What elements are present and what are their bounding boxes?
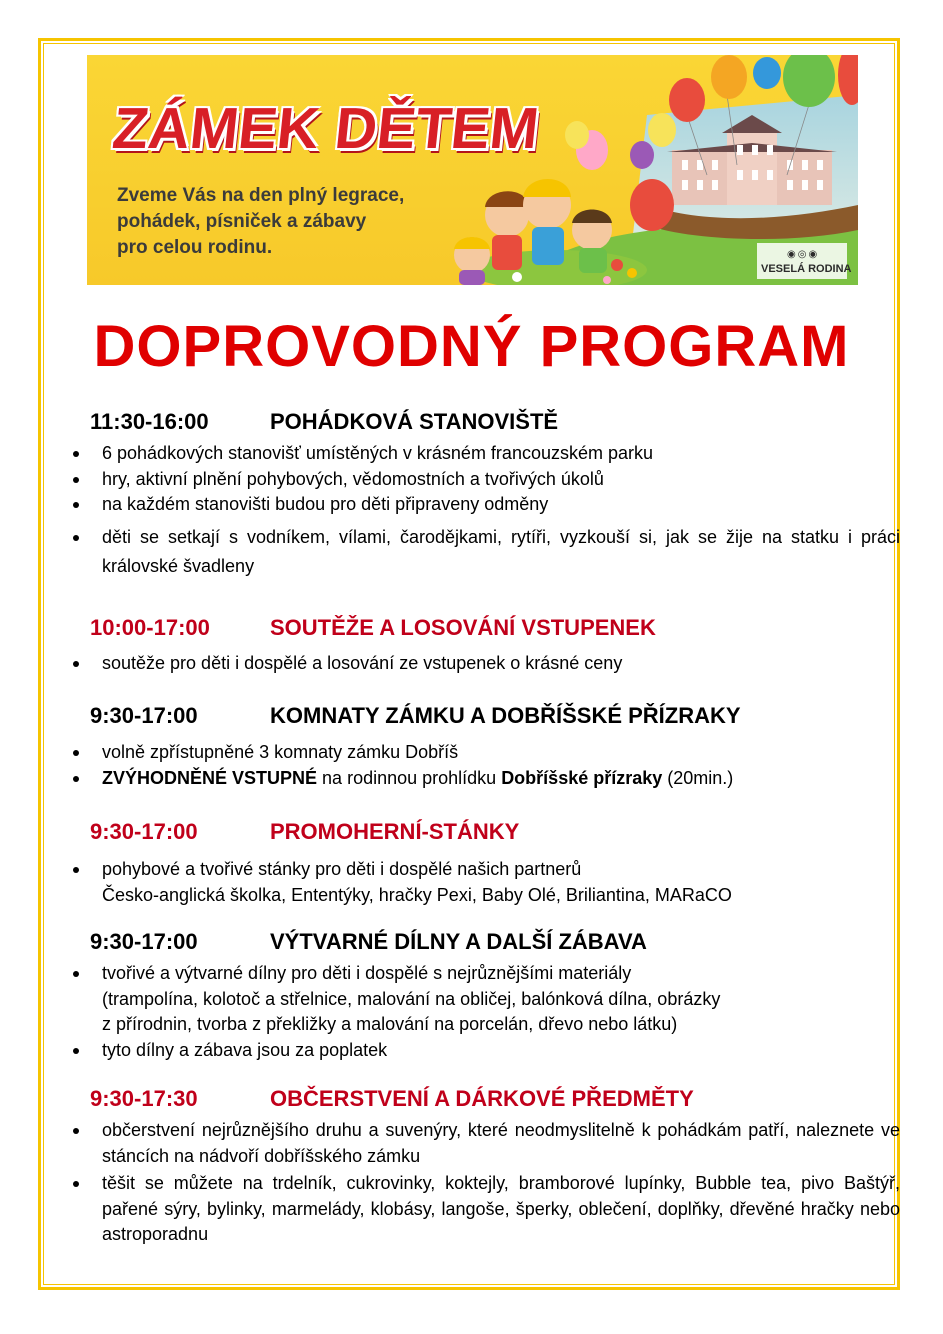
bullet-icon (73, 451, 79, 457)
bullet-list (70, 1118, 900, 1248)
section-title: OBČERSTVENÍ A DÁRKOVÉ PŘEDMĚTY (270, 1086, 694, 1111)
list-item: 6 pohádkových stanovišť umístěných v krásném francouzském parku (70, 441, 900, 467)
section-time: 9:30-17:30 (90, 1086, 198, 1111)
section-title: PROMOHERNÍ-STÁNKY (270, 819, 520, 844)
bullet-icon (73, 535, 79, 541)
banner-line: pohádek, písniček a zábavy (117, 211, 367, 232)
bullet-icon (73, 502, 79, 508)
event-banner (87, 55, 858, 285)
bullet-list (70, 441, 900, 581)
banner-line: pro celou rodinu. (117, 237, 273, 258)
list-item: těšit se můžete na trdelník, cukrovinky, koktejly, bramborové lupínky, Bubble tea, pivo Baštýř, pařené sýry, bylinky, marmelády, klobásy, langoše, šperky, oblečení, doplňky, dřevěné hračky nebo astroporadnu (70, 1171, 900, 1248)
section-title: KOMNATY ZÁMKU A DOBŘÍŠSKÉ PŘÍZRAKY (270, 703, 741, 728)
section-title: VÝTVARNÉ DÍLNY A DALŠÍ ZÁBAVA (270, 929, 647, 954)
list-item: tvořivé a výtvarné dílny pro děti i dospělé s nejrůznějšími materiály (trampolína, kolotoč a střelnice, malování na obličej, balónková dílna, obrázky z přírodnin, tvorba z překližky a malování na porcelán, dřevo nebo látku) (70, 961, 900, 1038)
bullet-icon (73, 661, 79, 667)
list-item: občerstvení nejrůznějšího druhu a suvenýry, které neodmyslitelně k pohádkám patří, naleznete ve stáncích na nádvoří dobříšského zámku (70, 1118, 900, 1169)
logo-mark-icon: ◉◎◉ (787, 249, 820, 260)
bullet-list (70, 961, 900, 1063)
section-time: 9:30-17:00 (90, 703, 198, 728)
list-item: volně zpřístupněné 3 komnaty zámku Dobříš (70, 740, 900, 766)
section-title: SOUTĚŽE A LOSOVÁNÍ VSTUPENEK (270, 615, 656, 640)
logo-text: VESELÁ RODINA (761, 263, 852, 275)
section-heading (90, 819, 519, 845)
page-title: DOPROVODNÝ PROGRAM (93, 314, 850, 379)
bullet-icon (73, 477, 79, 483)
banner-invitation (117, 183, 427, 261)
list-item: děti se setkají s vodníkem, vílami, čarodějkami, rytíři, vyzkouší si, jak se žije na statku i práci královské švadleny (70, 523, 900, 581)
section-heading (90, 615, 656, 641)
banner-line: Zveme Vás na den plný legrace, (117, 185, 405, 206)
section-title: POHÁDKOVÁ STANOVIŠTĚ (270, 409, 559, 434)
list-item: hry, aktivní plnění pohybových, vědomostních a tvořivých úkolů (70, 467, 900, 493)
list-item: na každém stanovišti budou pro děti připraveny odměny (70, 492, 900, 518)
section-heading (90, 1086, 694, 1112)
bullet-icon (73, 971, 79, 977)
section-time: 9:30-17:00 (90, 819, 198, 844)
section-time: 11:30-16:00 (90, 409, 209, 434)
list-item: soutěže pro děti i dospělé a losování ze vstupenek o krásné ceny (70, 651, 900, 677)
bullet-icon (73, 867, 79, 873)
banner-title: ZÁMEK DĚTEM (109, 96, 542, 161)
bullet-icon (73, 1128, 79, 1134)
bullet-icon (73, 750, 79, 756)
bullet-list (70, 651, 900, 677)
section-heading (90, 929, 647, 955)
section-heading (90, 409, 558, 435)
list-item: pohybové a tvořivé stánky pro děti i dospělé našich partnerů Česko-anglická školka, Ententýky, hračky Pexi, Baby Olé, Briliantina, MARaCO (70, 857, 900, 908)
bullet-list (70, 740, 900, 791)
list-item: tyto dílny a zábava jsou za poplatek (70, 1038, 900, 1064)
bullet-icon (73, 1181, 79, 1187)
bullet-list (70, 857, 900, 908)
list-item: ZVÝHODNĚNÉ VSTUPNÉ na rodinnou prohlídku Dobříšské přízraky (20min.) (70, 766, 900, 792)
section-time: 10:00-17:00 (90, 615, 210, 640)
bullet-icon (73, 1048, 79, 1054)
bullet-icon (73, 776, 79, 782)
section-time: 9:30-17:00 (90, 929, 198, 954)
section-heading (90, 703, 741, 729)
